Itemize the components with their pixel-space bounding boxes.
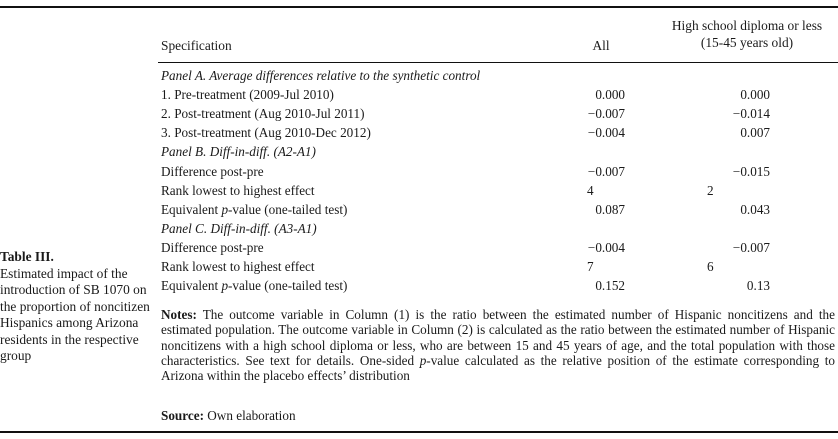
top-rule — [0, 6, 838, 8]
table-row — [0, 240, 838, 258]
row-label: 3. Post-treatment (Aug 2010-Dec 2012) — [161, 125, 371, 141]
cell-all: −0.004 — [587, 239, 625, 255]
panel-heading-row — [0, 68, 838, 86]
row-label-italic: p — [221, 201, 229, 217]
cell-all: 0.000 — [595, 87, 625, 103]
cell-all: −0.007 — [587, 106, 625, 122]
table-row — [0, 87, 838, 105]
header-all: All — [592, 38, 610, 53]
cell-high-school: 0.13 — [746, 278, 770, 294]
row-label — [161, 202, 347, 218]
source-text: Own elaboration — [203, 408, 296, 423]
cell-high-school: 2 — [707, 182, 714, 198]
table-row — [0, 202, 838, 220]
row-label-part: Equivalent — [161, 201, 222, 217]
table-source — [161, 408, 296, 424]
row-label: 1. Pre-treatment (2009-Jul 2010) — [161, 87, 334, 103]
table-row — [0, 278, 838, 296]
table-number: Table III. — [0, 249, 54, 264]
cell-high-school: −0.007 — [732, 239, 770, 255]
table-row — [0, 259, 838, 277]
panel-heading: Panel C. Diff-in-diff. (A3-A1) — [161, 220, 317, 236]
cell-high-school: 0.043 — [740, 201, 770, 217]
cell-high-school: −0.014 — [732, 106, 770, 122]
table-row — [0, 183, 838, 201]
panel-heading: Panel B. Diff-in-diff. (A2-A1) — [161, 144, 316, 160]
row-label — [161, 278, 347, 294]
header-high-school — [656, 17, 838, 51]
table-notes — [161, 307, 835, 383]
row-label-part: -value (one-tailed test) — [228, 201, 348, 217]
cell-all: −0.004 — [587, 125, 625, 141]
panel-heading-row — [0, 144, 838, 162]
notes-text-2: -value calculated as the relative position of the estimate corresponding to Arizona within the placebo effects’ distribution — [161, 352, 836, 384]
cell-all: 0.087 — [595, 201, 625, 217]
row-label: Rank lowest to highest effect — [161, 259, 315, 274]
table-row — [0, 106, 838, 124]
cell-high-school: 0.007 — [740, 125, 770, 141]
header-rule — [158, 62, 838, 63]
source-label: Source: — [161, 408, 204, 423]
table-row — [0, 125, 838, 143]
row-label: 2. Post-treatment (Aug 2010-Jul 2011) — [161, 106, 365, 122]
cell-high-school: 0.000 — [740, 87, 770, 103]
panel-heading-row — [0, 221, 838, 239]
row-label-part: Equivalent — [161, 278, 222, 294]
header-high-school-line2: (15-45 years old) — [700, 35, 794, 50]
header-specification: Specification — [161, 38, 232, 53]
cell-all: 0.152 — [595, 278, 625, 294]
notes-label: Notes: — [161, 307, 197, 322]
row-label-italic: p — [221, 278, 229, 294]
cell-high-school: −0.015 — [732, 163, 770, 179]
table-row — [0, 164, 838, 182]
cell-all: 4 — [587, 182, 594, 198]
bottom-rule — [0, 431, 838, 433]
row-label: Difference post-pre — [161, 163, 264, 179]
table-description: Estimated impact of the introduction of SB 1070 on the proportion of noncitizen Hispanics among Arizona residents in the respective group — [0, 265, 150, 363]
header-high-school-line1: High school diploma or less — [671, 18, 823, 33]
row-label-part: -value (one-tailed test) — [228, 278, 348, 294]
cell-high-school: 6 — [707, 259, 714, 274]
notes-p: p — [419, 352, 427, 368]
notes-text: The outcome variable in Column (1) is the ratio between the estimated number of Hispanic noncitizens and the estimated population. The outcome variable in Column (2) is calculated as the ratio between the estimated number of Hispanic noncitizens with a high school diploma or less, who are between 15 and 45 years of age, and the total population with those characteristics. See text for details. One-sided — [161, 307, 835, 368]
row-label: Difference post-pre — [161, 239, 264, 255]
row-label: Rank lowest to highest effect — [161, 182, 315, 198]
panel-heading: Panel A. Average differences relative to the synthetic control — [161, 68, 481, 83]
cell-all: 7 — [587, 259, 594, 274]
cell-all: −0.007 — [587, 163, 625, 179]
